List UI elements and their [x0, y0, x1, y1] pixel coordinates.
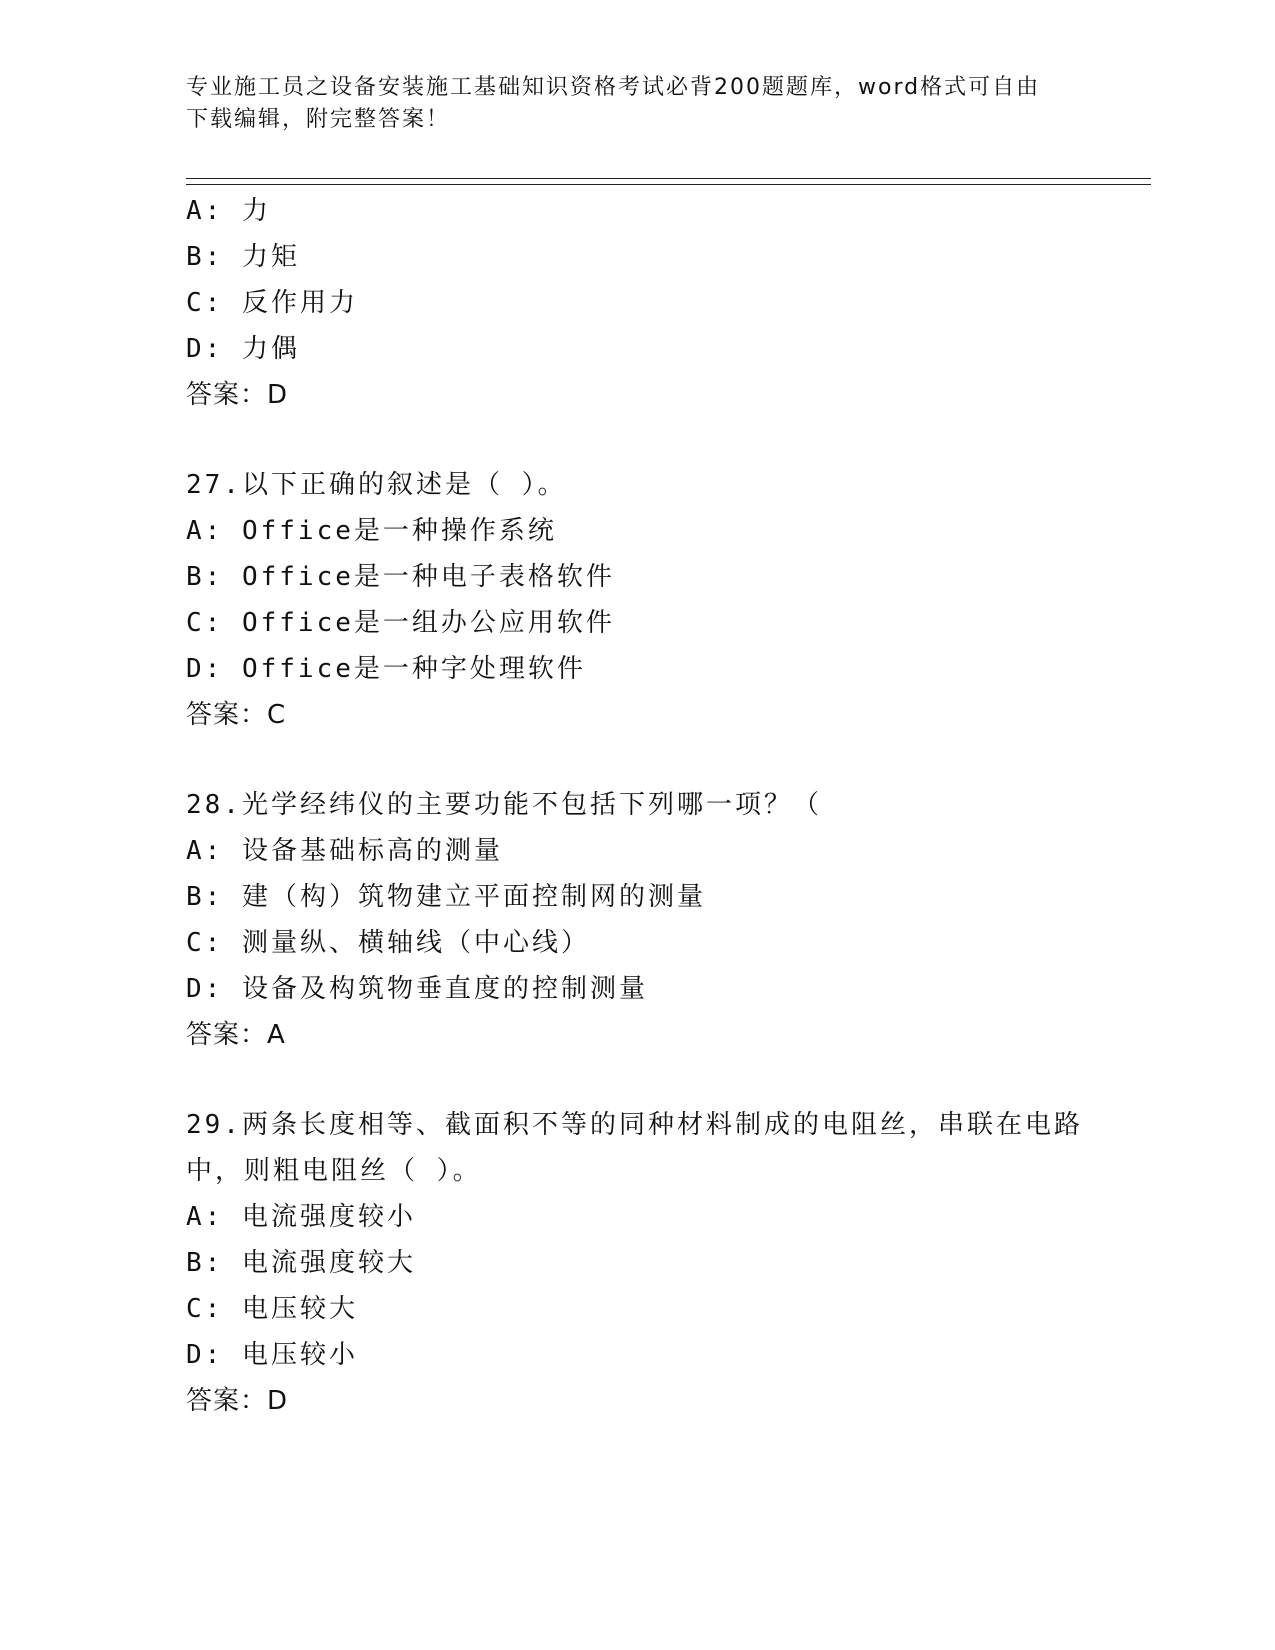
option-d: D: 设备及构筑物垂直度的控制测量: [186, 974, 648, 1004]
question-28: [186, 782, 1146, 1058]
question-27: [186, 462, 1146, 738]
option-c: C: Office是一组办公应用软件: [186, 608, 615, 638]
header-divider: [186, 178, 1151, 185]
option-c: C: 反作用力: [186, 288, 358, 318]
answer: 答案：C: [186, 700, 287, 730]
question-text-line-2: 中，则粗电阻丝（ ）。: [186, 1156, 482, 1186]
option-d: D: 电压较小: [186, 1340, 358, 1370]
answer: 答案：D: [186, 1386, 289, 1416]
question-list: [186, 188, 1146, 1424]
option-b: B: 建（构）筑物建立平面控制网的测量: [186, 882, 706, 912]
answer: 答案：D: [186, 380, 289, 410]
option-c: C: 电压较大: [186, 1294, 358, 1324]
answer: 答案：A: [186, 1020, 286, 1050]
option-d: D: Office是一种字处理软件: [186, 654, 586, 684]
option-b: B: Office是一种电子表格软件: [186, 562, 615, 592]
document-header: [186, 72, 1086, 136]
header-line-2: 下载编辑，附完整答案！: [186, 107, 451, 132]
option-d: D: 力偶: [186, 334, 300, 364]
option-b: B: 力矩: [186, 242, 300, 272]
question-text-line-1: 29.两条长度相等、截面积不等的同种材料制成的电阻丝，串联在电路: [186, 1110, 1083, 1140]
option-b: B: 电流强度较大: [186, 1248, 416, 1278]
option-a: A: 设备基础标高的测量: [186, 836, 503, 866]
question-29: [186, 1102, 1146, 1424]
question-text: 27.以下正确的叙述是（ ）。: [186, 470, 567, 500]
option-c: C: 测量纵、横轴线（中心线）: [186, 928, 590, 958]
question-text: 28.光学经纬仪的主要功能不包括下列哪一项？（: [186, 790, 822, 820]
option-a: A: Office是一种操作系统: [186, 516, 557, 546]
header-line-1: 专业施工员之设备安装施工基础知识资格考试必背200题题库，word格式可自由: [186, 75, 1041, 100]
option-a: A: 力: [186, 196, 271, 226]
option-a: A: 电流强度较小: [186, 1202, 416, 1232]
question-26-tail: [186, 188, 1146, 418]
